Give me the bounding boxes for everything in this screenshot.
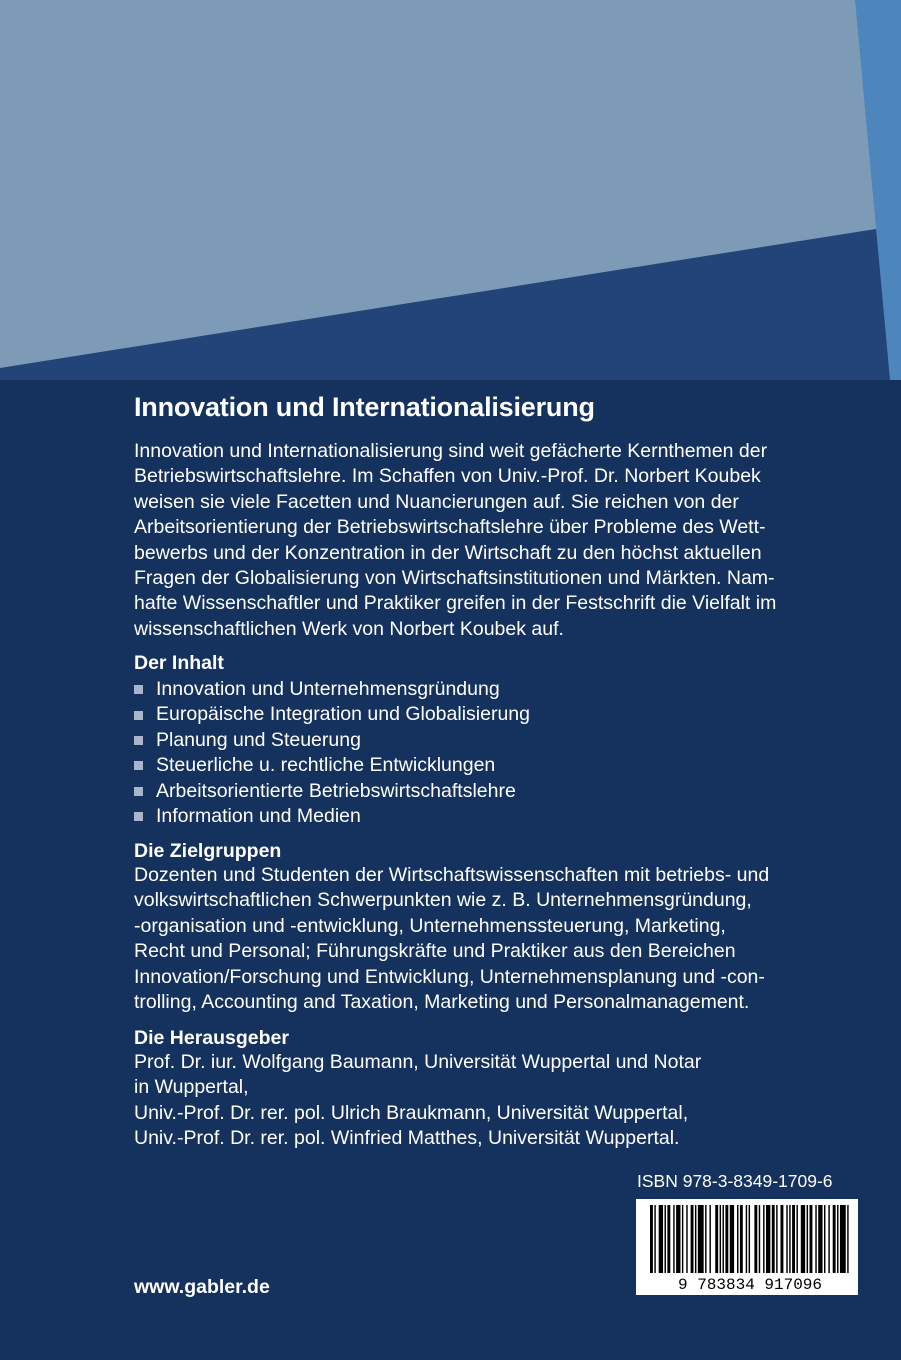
barcode-bar [763,1205,764,1273]
barcode-bar [673,1205,674,1273]
barcode-bar [654,1205,655,1273]
zielgruppen-heading: Die Zielgruppen [134,840,282,862]
intro-paragraph [134,439,874,642]
intro-line: weisen sie viele Facetten und Nuancierungen auf. Sie reichen von der [134,490,739,513]
barcode-bar [691,1205,694,1273]
barcode-bar [725,1205,728,1273]
list-item-label: Steuerliche u. rechtliche Entwicklungen [156,754,496,777]
intro-line: Arbeitsorientierung der Betriebswirtschaftslehre über Probleme des Wett- [134,516,766,539]
list-item [134,753,530,778]
barcode-bar [796,1205,797,1273]
zielgruppen-paragraph [134,863,874,1015]
barcode-bar [840,1205,846,1273]
list-item-label: Europäische Integration und Globalisierung [156,703,530,726]
intro-line: Innovation und Internationalisierung sind weit gefächerte Kernthemen der [134,440,768,462]
intro-line: Fragen der Globalisierung von Wirtschaftsinstitutionen und Märkten. Nam- [134,567,775,590]
zielgruppen-line: volkswirtschaftlichen Schwerpunkten wie z. B. Unternehmensgründung, [134,889,752,912]
barcode-bar [740,1205,743,1273]
barcode-bar [665,1205,666,1273]
barcode-bar [705,1205,706,1273]
barcode-bar [759,1205,760,1273]
list-item-label: Arbeitsorientierte Betriebswirtschaftslehre [156,779,516,802]
barcode-bar [659,1205,663,1273]
barcode-bar [766,1205,770,1273]
barcode-bar [746,1205,747,1273]
book-title: Innovation und Internationalisierung [134,392,595,422]
herausgeber-line: Prof. Dr. iur. Wolfgang Baumann, Universität Wuppertal und Notar [134,1051,702,1073]
bullet-square-icon [134,736,143,745]
barcode-bar [781,1205,784,1273]
barcode-bar [789,1205,790,1273]
barcode-bar [709,1205,710,1273]
barcode-bar [650,1205,653,1273]
zielgruppen-line: -organisation und -entwicklung, Unternehmenssteuerung, Marketing, [134,914,726,937]
list-item-label: Innovation und Unternehmensgründung [156,678,500,700]
barcode-bar [815,1205,816,1273]
isbn-label: ISBN 978-3-8349-1709-6 [637,1171,833,1191]
bullet-square-icon [134,711,143,720]
zielgruppen-line: Recht und Personal; Führungskräfte und Praktiker aus den Bereichen [134,940,736,963]
bullet-square-icon [134,685,143,694]
barcode-bar [833,1205,836,1273]
barcode-bar [801,1205,805,1273]
barcode-bar [737,1205,738,1273]
herausgeber-line: in Wuppertal, [134,1076,249,1099]
barcode-bar [807,1205,808,1273]
barcode-bar [667,1205,670,1273]
intro-line: bewerbs und der Konzentration in der Wirtschaft zu den höchst aktuellen [134,541,762,564]
herausgeber-line: Univ.-Prof. Dr. rer. pol. Ulrich Braukmann, Universität Wuppertal, [134,1101,689,1124]
intro-line: wissenschaftlichen Werk von Norbert Koubek auf. [134,617,564,640]
barcode-bar [730,1205,734,1273]
barcode-bar [749,1205,750,1273]
barcode-graphic [636,1199,858,1295]
barcode-bar [715,1205,718,1273]
herausgeber-paragraph [134,1050,874,1152]
list-item [134,728,530,753]
list-item [134,677,530,702]
barcode-bar [723,1205,724,1273]
bullet-square-icon [134,787,143,796]
intro-line: hafte Wissenschaftler und Praktiker greifen in der Festschrift die Vielfalt im [134,592,777,615]
barcode-bar [776,1205,777,1273]
barcode-bar [828,1205,829,1273]
barcode-bar [754,1205,757,1273]
barcode-bar [676,1205,680,1273]
list-item [134,779,530,804]
bullet-square-icon [134,761,143,770]
zielgruppen-line: Dozenten und Studenten der Wirtschaftswissenschaften mit betriebs- und [134,864,770,886]
barcode-bar [695,1205,696,1273]
barcode-bar [698,1205,704,1273]
barcode-bars [650,1205,849,1273]
intro-line: Betriebswirtschaftslehre. Im Schaffen von Univ.-Prof. Dr. Norbert Koubek [134,465,761,488]
bullet-square-icon [134,812,143,821]
herausgeber-line: Univ.-Prof. Dr. rer. pol. Winfried Matthes, Universität Wuppertal. [134,1127,680,1150]
barcode-bar [824,1205,825,1273]
barcode-bar [720,1205,721,1273]
barcode-bar [786,1205,787,1273]
inhalt-list [134,677,530,829]
list-item [134,804,530,829]
zielgruppen-line: Innovation/Forschung und Entwicklung, Unternehmensplanung und -con- [134,965,765,988]
list-item-label: Planung und Steuerung [156,728,361,751]
barcode-bar [792,1205,795,1273]
barcode-bar [686,1205,687,1273]
barcode-bar [818,1205,822,1273]
list-item-label: Information und Medien [156,804,361,827]
barcode-bar [847,1205,848,1273]
barcode-bar [682,1205,683,1273]
barcode [636,1199,858,1295]
barcode-bar [772,1205,775,1273]
inhalt-heading: Der Inhalt [134,652,224,674]
barcode-bar [837,1205,838,1273]
barcode-digits: 9 783834 917096 [677,1276,823,1294]
publisher-website: www.gabler.de [134,1276,270,1298]
list-item [134,702,530,727]
barcode-bar [810,1205,813,1273]
zielgruppen-line: trolling, Accounting and Taxation, Marketing und Personalmanagement. [134,991,750,1014]
herausgeber-heading: Die Herausgeber [134,1027,289,1049]
